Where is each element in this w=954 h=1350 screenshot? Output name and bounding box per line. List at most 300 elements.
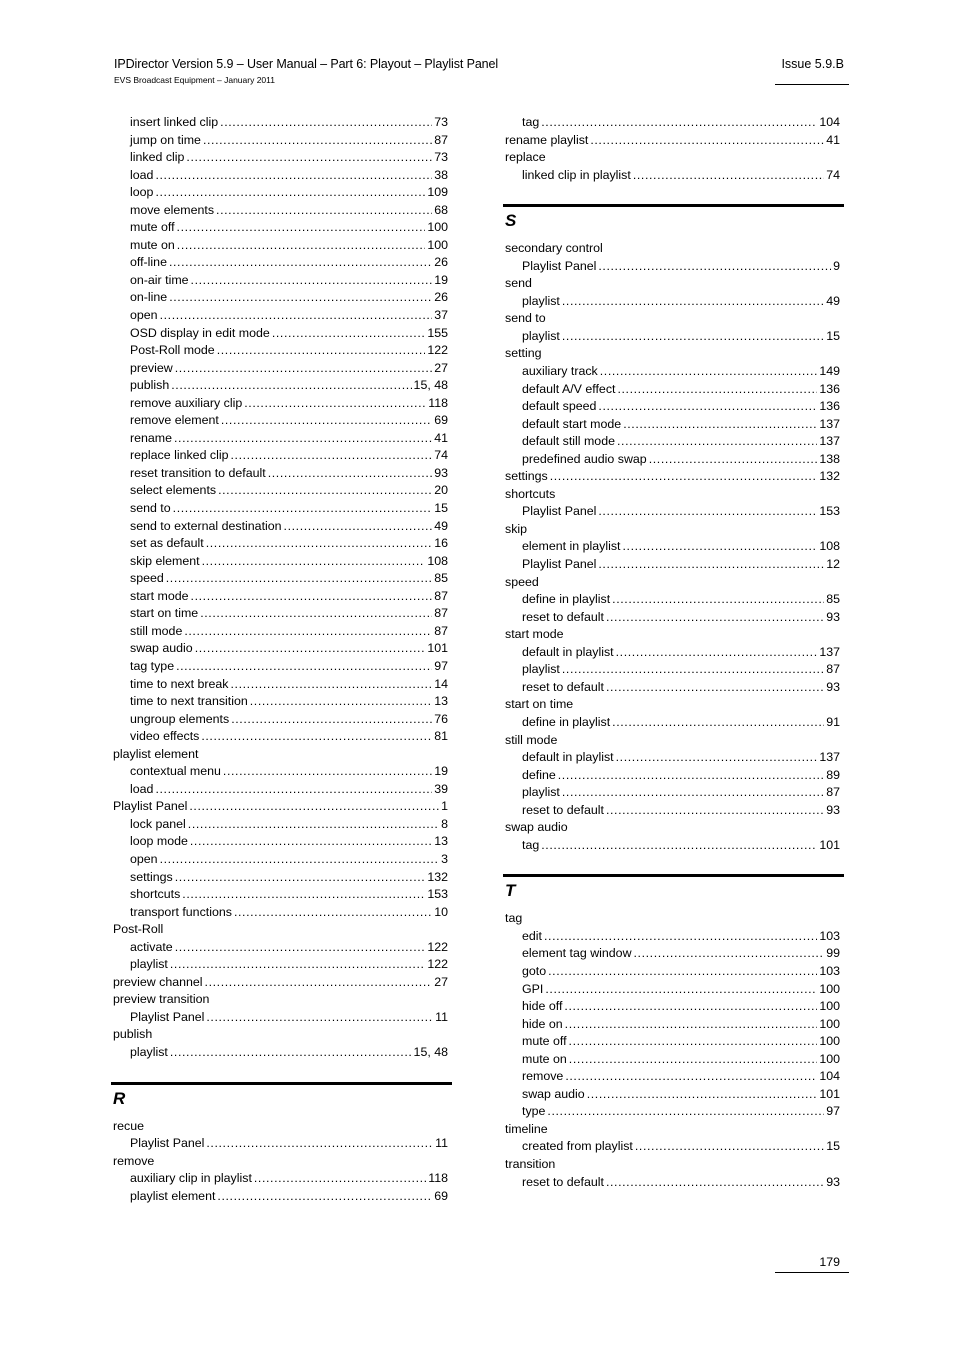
index-page-ref: 13 [434, 834, 448, 849]
index-term: rename [130, 430, 173, 445]
index-term: linked clip [130, 150, 185, 165]
index-term: tag [522, 115, 540, 129]
dot-leader [218, 482, 432, 500]
index-page-ref: 97 [826, 1104, 840, 1119]
index-entry [113, 219, 448, 237]
index-page-ref: 132 [819, 469, 840, 484]
index-term: mute off [130, 220, 175, 235]
index-entry [113, 535, 448, 553]
index-page-ref: 104 [819, 115, 840, 129]
index-entry [113, 763, 448, 781]
footer-rule [775, 1272, 849, 1273]
index-entry [505, 1051, 840, 1069]
index-entry [505, 714, 840, 732]
index-term: set as default [130, 536, 204, 551]
dot-leader [169, 254, 432, 272]
index-entry [113, 289, 448, 307]
index-entry [113, 518, 448, 536]
index-term: tag [522, 837, 540, 852]
index-page-ref: 122 [427, 343, 448, 358]
dot-leader [617, 433, 817, 451]
index-page-ref: 137 [819, 434, 840, 449]
dot-leader [191, 588, 433, 606]
index-term: playlist [522, 293, 560, 308]
dot-leader [606, 802, 824, 820]
index-entry [505, 679, 840, 697]
index-entry [505, 1138, 840, 1156]
index-page-ref: 87 [434, 606, 448, 621]
index-page-ref: 100 [819, 981, 840, 996]
index-term: remove [522, 1069, 564, 1084]
dot-leader [234, 904, 432, 922]
index-term: reset transition to default [130, 465, 266, 480]
dot-leader [175, 939, 426, 957]
index-page-ref: 99 [826, 946, 840, 961]
dot-leader [545, 981, 817, 999]
index-entry [113, 1135, 448, 1153]
dot-leader [617, 381, 817, 399]
index-page-ref: 137 [819, 644, 840, 659]
index-page-ref: 73 [434, 115, 448, 129]
index-page-ref: 93 [826, 679, 840, 694]
index-page-ref: 14 [434, 676, 448, 691]
index-page-ref: 153 [427, 887, 448, 902]
index-page-ref: 100 [819, 1016, 840, 1031]
index-entry [113, 658, 448, 676]
dot-leader [541, 837, 817, 855]
index-term: time to next break [130, 676, 229, 691]
index-heading: tag [505, 911, 523, 926]
dot-leader [202, 553, 426, 571]
dot-leader [565, 1016, 818, 1034]
index-term: time to next transition [130, 694, 248, 709]
index-term: type [522, 1104, 546, 1119]
index-page-ref: 68 [434, 202, 448, 217]
index-entry [505, 784, 840, 802]
index-entry [505, 591, 840, 609]
index-term: default in playlist [522, 644, 614, 659]
index-term: loop mode [130, 834, 188, 849]
header-rule [775, 84, 849, 85]
index-term: replace linked clip [130, 448, 229, 463]
index-page-ref: 26 [434, 255, 448, 270]
dot-leader [231, 711, 432, 729]
index-term: settings [505, 469, 548, 484]
index-page-ref: 41 [826, 132, 840, 147]
page-number: 179 [819, 1255, 840, 1269]
index-term: playlist [130, 957, 168, 972]
dot-leader [562, 328, 824, 346]
index-page-ref: 49 [434, 518, 448, 533]
index-heading: recue [113, 1118, 144, 1133]
index-page-ref: 85 [434, 571, 448, 586]
index-term: shortcuts [130, 887, 181, 902]
index-page-ref: 76 [434, 711, 448, 726]
index-page-ref: 137 [819, 416, 840, 431]
index-term: tag type [130, 658, 175, 673]
index-heading: Post-Roll [113, 922, 164, 937]
index-entry [113, 588, 448, 606]
index-term: publish [130, 378, 170, 393]
index-term: still mode [130, 623, 183, 638]
index-term: reset to default [522, 802, 604, 817]
index-column-right [505, 114, 840, 1191]
index-page-ref: 91 [826, 714, 840, 729]
dot-leader [544, 928, 817, 946]
index-entry [113, 342, 448, 360]
index-term: send to external destination [130, 518, 282, 533]
index-page-ref: 93 [826, 802, 840, 817]
index-entry [505, 945, 840, 963]
dot-leader [201, 728, 432, 746]
index-term: contextual menu [130, 764, 221, 779]
dot-leader [633, 167, 824, 185]
index-page-ref: 39 [434, 781, 448, 796]
index-term: Playlist Panel [130, 1009, 205, 1024]
dot-leader [170, 1044, 412, 1062]
dot-leader [169, 289, 432, 307]
dot-leader [195, 640, 426, 658]
index-term: mute off [522, 1034, 567, 1049]
index-page-ref: 13 [434, 694, 448, 709]
dot-leader [155, 184, 425, 202]
dot-leader [216, 202, 432, 220]
index-entry [113, 904, 448, 922]
index-page-ref: 103 [819, 963, 840, 978]
index-term: element in playlist [522, 539, 621, 554]
index-entry [113, 623, 448, 641]
index-term: Playlist Panel [113, 799, 188, 814]
index-entry [113, 500, 448, 518]
dot-leader [166, 570, 432, 588]
index-letter-heading: S [505, 211, 517, 231]
index-term: created from playlist [522, 1139, 633, 1154]
index-entry [113, 798, 448, 816]
dot-leader [160, 851, 440, 869]
index-page-ref: 108 [819, 539, 840, 554]
dot-leader [155, 167, 432, 185]
index-term: GPI [522, 981, 544, 996]
index-page-ref: 136 [819, 381, 840, 396]
index-entry [113, 202, 448, 220]
index-entry [505, 468, 840, 486]
dot-leader [189, 798, 439, 816]
dot-leader [272, 325, 426, 343]
index-entry [505, 451, 840, 469]
index-entry [505, 293, 840, 311]
index-entry [505, 363, 840, 381]
index-term: reset to default [522, 679, 604, 694]
dot-leader [184, 623, 432, 641]
index-page-ref: 10 [434, 904, 448, 919]
index-entry [505, 538, 840, 556]
index-page-ref: 3 [441, 851, 448, 866]
dot-leader [217, 1188, 432, 1206]
index-letter-heading: R [113, 1088, 126, 1108]
index-entry [505, 837, 840, 855]
index-entry [505, 998, 840, 1016]
index-term: settings [130, 869, 173, 884]
dot-leader [173, 500, 433, 518]
index-page-ref: 12 [826, 557, 840, 572]
index-term: speed [130, 571, 164, 586]
dot-leader [223, 763, 432, 781]
dot-leader [174, 430, 432, 448]
index-entry [505, 1016, 840, 1034]
index-page-ref: 73 [434, 150, 448, 165]
index-entry [113, 377, 448, 395]
index-term: on-air time [130, 272, 189, 287]
dot-leader [598, 556, 824, 574]
index-entry [505, 1033, 840, 1051]
index-entry [113, 1188, 448, 1206]
document-title: IPDirector Version 5.9 – User Manual – Part 6: Playout – Playlist Panel [114, 57, 499, 71]
index-term: load [130, 167, 154, 182]
dot-leader [220, 114, 432, 132]
index-entry [505, 1103, 840, 1121]
dot-leader [205, 974, 433, 992]
index-page-ref: 93 [826, 1174, 840, 1189]
index-entry [113, 132, 448, 150]
dot-leader [217, 342, 426, 360]
index-heading: preview transition [113, 992, 210, 1007]
dot-leader [612, 591, 824, 609]
index-page-ref: 85 [826, 592, 840, 607]
index-page-ref: 93 [434, 465, 448, 480]
index-page-ref: 87 [434, 623, 448, 638]
dot-leader [230, 676, 432, 694]
index-entry [113, 1009, 448, 1027]
index-entry [113, 851, 448, 869]
dot-leader [231, 447, 433, 465]
index-term: define [522, 767, 556, 782]
index-term: open [130, 851, 158, 866]
index-entry [505, 644, 840, 662]
dot-leader [191, 272, 433, 290]
index-page-ref: 101 [819, 1086, 840, 1101]
index-term: default speed [522, 399, 597, 414]
index-heading: send to [505, 311, 546, 326]
index-heading: still mode [505, 732, 558, 747]
dot-leader [182, 886, 425, 904]
index-letter-section [113, 1062, 448, 1118]
index-page-ref: 41 [434, 430, 448, 445]
dot-leader [598, 258, 831, 276]
index-term: on-line [130, 290, 168, 305]
index-entry [113, 184, 448, 202]
index-term: ungroup elements [130, 711, 230, 726]
index-term: playlist [522, 328, 560, 343]
index-page-ref: 93 [826, 609, 840, 624]
index-heading: send [505, 276, 532, 291]
index-page-ref: 69 [434, 413, 448, 428]
dot-leader [598, 398, 817, 416]
dot-leader [177, 237, 426, 255]
index-page-ref: 74 [434, 448, 448, 463]
index-heading: timeline [505, 1121, 548, 1136]
index-page-ref: 155 [427, 325, 448, 340]
index-page-ref: 138 [819, 451, 840, 466]
index-term: hide off [522, 999, 563, 1014]
index-column-left [113, 114, 448, 1205]
index-page-ref: 37 [434, 308, 448, 323]
dot-leader [170, 956, 425, 974]
dot-leader [268, 465, 433, 483]
index-page-ref: 9 [833, 258, 840, 273]
index-page-ref: 27 [434, 360, 448, 375]
index-term: open [130, 308, 158, 323]
index-page-ref: 101 [819, 837, 840, 852]
index-term: playlist [130, 1044, 168, 1059]
dot-leader [622, 538, 817, 556]
dot-leader [203, 132, 432, 150]
index-heading: start on time [505, 697, 574, 712]
index-term: auxiliary clip in playlist [130, 1171, 252, 1186]
index-term: start mode [130, 588, 189, 603]
index-entry [113, 114, 448, 132]
index-page-ref: 27 [434, 974, 448, 989]
index-term: remove auxiliary clip [130, 395, 243, 410]
index-page-ref: 122 [427, 957, 448, 972]
dot-leader [254, 1170, 426, 1188]
index-term: element tag window [522, 946, 632, 961]
index-entry [113, 167, 448, 185]
index-heading: swap audio [505, 820, 568, 835]
index-term: skip element [130, 553, 200, 568]
index-term: define in playlist [522, 592, 611, 607]
index-entry [113, 360, 448, 378]
dot-leader [175, 360, 433, 378]
index-term: rename playlist [505, 132, 589, 147]
dot-leader [635, 1138, 824, 1156]
dot-leader [606, 679, 824, 697]
dot-leader [244, 395, 426, 413]
index-page-ref: 89 [826, 767, 840, 782]
index-entry [113, 254, 448, 272]
index-page-ref: 87 [826, 785, 840, 800]
dot-leader [541, 114, 817, 132]
dot-leader [206, 1009, 433, 1027]
index-page-ref: 100 [819, 1051, 840, 1066]
index-entry [113, 149, 448, 167]
index-entry [113, 447, 448, 465]
index-page-ref: 74 [826, 167, 840, 182]
index-term: default start mode [522, 416, 622, 431]
index-heading: publish [113, 1027, 153, 1042]
index-page-ref: 87 [434, 588, 448, 603]
index-entry [505, 981, 840, 999]
index-term: off-line [130, 255, 167, 270]
index-page-ref: 19 [434, 764, 448, 779]
index-page-ref: 87 [826, 662, 840, 677]
index-page-ref: 97 [434, 658, 448, 673]
index-term: playlist [522, 662, 560, 677]
document-subtitle: EVS Broadcast Equipment – January 2011 [114, 75, 275, 85]
index-entry [113, 430, 448, 448]
index-page-ref: 132 [427, 869, 448, 884]
index-entry [113, 553, 448, 571]
index-entry [113, 974, 448, 992]
dot-leader [558, 767, 824, 785]
index-entry [113, 1044, 448, 1062]
index-entry [113, 728, 448, 746]
index-entry [113, 465, 448, 483]
index-term: mute on [130, 237, 175, 252]
dot-leader [649, 451, 818, 469]
index-page-ref: 20 [434, 483, 448, 498]
index-letter-section [505, 184, 840, 240]
index-term: activate [130, 939, 173, 954]
index-page-ref: 11 [435, 1136, 448, 1151]
index-entry [113, 1170, 448, 1188]
index-page-ref: 100 [819, 999, 840, 1014]
index-term: preview [130, 360, 173, 375]
index-page-ref: 100 [427, 237, 448, 252]
index-entry [505, 132, 840, 150]
index-page-ref: 81 [434, 729, 448, 744]
dot-leader [250, 693, 432, 711]
index-term: jump on time [130, 132, 201, 147]
index-term: goto [522, 963, 547, 978]
index-term: video effects [130, 729, 200, 744]
dot-leader [634, 945, 825, 963]
dot-leader [155, 781, 432, 799]
index-term: transport functions [130, 904, 232, 919]
index-heading: speed [505, 574, 539, 589]
dot-leader [562, 293, 824, 311]
index-entry [505, 258, 840, 276]
dot-leader [176, 658, 432, 676]
index-term: OSD display in edit mode [130, 325, 270, 340]
index-term: load [130, 781, 154, 796]
index-page-ref: 109 [427, 185, 448, 200]
index-heading: remove [113, 1153, 155, 1168]
index-page-ref: 118 [428, 395, 448, 410]
index-page-ref: 15 [826, 1139, 840, 1154]
index-page-ref: 15 [826, 328, 840, 343]
issue-label: Issue 5.9.B [781, 57, 844, 71]
index-term: default still mode [522, 434, 615, 449]
dot-leader [562, 661, 824, 679]
index-entry [113, 605, 448, 623]
index-term: playlist [522, 785, 560, 800]
index-term: select elements [130, 483, 217, 498]
index-page-ref: 101 [427, 641, 448, 656]
dot-leader [612, 714, 824, 732]
index-entry [113, 272, 448, 290]
index-page-ref: 100 [819, 1034, 840, 1049]
index-letter-section [505, 854, 840, 910]
index-entry [113, 640, 448, 658]
index-term: Post-Roll mode [130, 343, 215, 358]
index-page-ref: 15 [434, 501, 448, 516]
index-term: playlist element [130, 1188, 216, 1203]
index-entry [113, 676, 448, 694]
index-entry [505, 503, 840, 521]
index-entry [113, 325, 448, 343]
index-page-ref: 26 [434, 290, 448, 305]
index-entry [113, 939, 448, 957]
index-entry [505, 556, 840, 574]
index-heading: transition [505, 1156, 556, 1171]
dot-leader [623, 416, 817, 434]
dot-leader [200, 605, 432, 623]
index-page-ref: 122 [427, 939, 448, 954]
dot-leader [547, 1103, 824, 1121]
index-heading: playlist element [113, 746, 199, 761]
dot-leader [284, 518, 433, 536]
index-term: Playlist Panel [130, 1136, 205, 1151]
